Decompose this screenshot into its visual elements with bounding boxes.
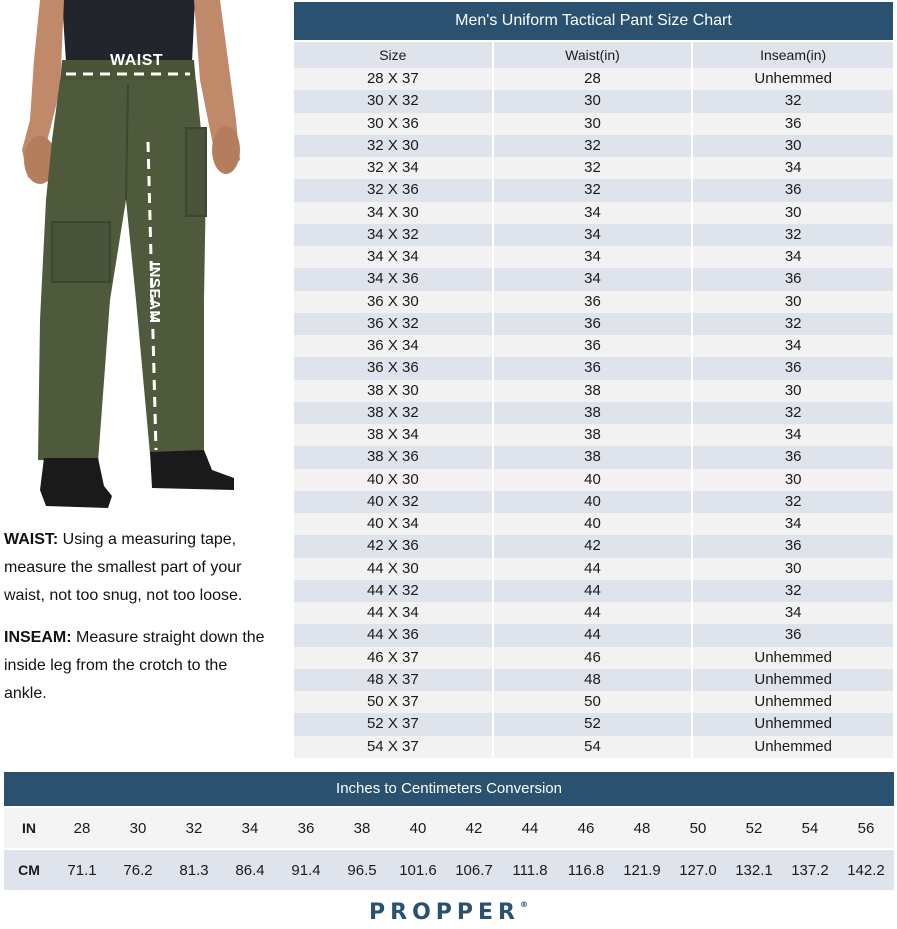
size-row bbox=[294, 558, 893, 580]
size-row bbox=[294, 291, 893, 313]
size-row bbox=[294, 179, 893, 201]
waist-cell: 28 bbox=[494, 68, 694, 90]
cm-value: 101.6 bbox=[390, 848, 446, 890]
inseam-cell: 34 bbox=[693, 157, 893, 179]
size-cell: 36 X 30 bbox=[294, 291, 494, 313]
size-row bbox=[294, 580, 893, 602]
size-row bbox=[294, 380, 893, 402]
waist-cell: 32 bbox=[494, 157, 694, 179]
size-cell: 50 X 37 bbox=[294, 691, 494, 713]
inch-value: 56 bbox=[838, 806, 894, 848]
size-cell: 46 X 37 bbox=[294, 647, 494, 669]
size-cell: 44 X 30 bbox=[294, 558, 494, 580]
inseam-cell: 34 bbox=[693, 246, 893, 268]
waist-note-term: WAIST: bbox=[4, 531, 59, 548]
inseam-note bbox=[4, 624, 272, 708]
inseam-cell: Unhemmed bbox=[693, 736, 893, 758]
size-row bbox=[294, 713, 893, 735]
size-row bbox=[294, 469, 893, 491]
size-row bbox=[294, 224, 893, 246]
inch-value: 48 bbox=[614, 806, 670, 848]
size-row bbox=[294, 624, 893, 646]
centimeters-row bbox=[4, 848, 894, 890]
size-cell: 38 X 32 bbox=[294, 402, 494, 424]
size-cell: 34 X 30 bbox=[294, 202, 494, 224]
inch-value: 46 bbox=[558, 806, 614, 848]
size-table bbox=[294, 40, 893, 758]
inseam-cell: 36 bbox=[693, 624, 893, 646]
cm-value: 71.1 bbox=[54, 848, 110, 890]
size-row bbox=[294, 491, 893, 513]
waist-cell: 42 bbox=[494, 535, 694, 557]
brand-logo bbox=[0, 900, 897, 925]
inseam-cell: 30 bbox=[693, 135, 893, 157]
waist-note-text: Using a measuring tape, measure the smallest part of your waist, not too snug, not too loose. bbox=[4, 531, 243, 604]
inseam-cell: 32 bbox=[693, 491, 893, 513]
waist-cell: 34 bbox=[494, 246, 694, 268]
size-cell: 32 X 34 bbox=[294, 157, 494, 179]
inches-row bbox=[4, 806, 894, 848]
size-cell: 38 X 36 bbox=[294, 446, 494, 468]
waist-cell: 44 bbox=[494, 602, 694, 624]
inseam-cell: 36 bbox=[693, 268, 893, 290]
inseam-cell: Unhemmed bbox=[693, 713, 893, 735]
cm-value: 106.7 bbox=[446, 848, 502, 890]
size-cell: 36 X 34 bbox=[294, 335, 494, 357]
waist-cell: 46 bbox=[494, 647, 694, 669]
waist-cell: 40 bbox=[494, 491, 694, 513]
size-cell: 42 X 36 bbox=[294, 535, 494, 557]
waist-cell: 50 bbox=[494, 691, 694, 713]
model-figure bbox=[0, 0, 270, 520]
waist-cell: 44 bbox=[494, 624, 694, 646]
size-row bbox=[294, 135, 893, 157]
waist-cell: 44 bbox=[494, 580, 694, 602]
size-cell: 40 X 34 bbox=[294, 513, 494, 535]
size-cell: 28 X 37 bbox=[294, 68, 494, 90]
waist-cell: 40 bbox=[494, 469, 694, 491]
size-cell: 38 X 34 bbox=[294, 424, 494, 446]
size-chart bbox=[294, 2, 893, 758]
waist-cell: 40 bbox=[494, 513, 694, 535]
waist-label: WAIST bbox=[110, 52, 164, 69]
inseam-cell: Unhemmed bbox=[693, 691, 893, 713]
size-cell: 34 X 36 bbox=[294, 268, 494, 290]
waist-cell: 44 bbox=[494, 558, 694, 580]
cm-value: 127.0 bbox=[670, 848, 726, 890]
cm-value: 81.3 bbox=[166, 848, 222, 890]
inseam-cell: Unhemmed bbox=[693, 669, 893, 691]
size-row bbox=[294, 647, 893, 669]
cm-value: 121.9 bbox=[614, 848, 670, 890]
waist-cell: 38 bbox=[494, 402, 694, 424]
inch-value: 50 bbox=[670, 806, 726, 848]
inseam-cell: 36 bbox=[693, 179, 893, 201]
inch-value: 42 bbox=[446, 806, 502, 848]
size-row bbox=[294, 335, 893, 357]
size-row bbox=[294, 691, 893, 713]
inseam-cell: 30 bbox=[693, 291, 893, 313]
inch-value: 54 bbox=[782, 806, 838, 848]
inseam-cell: 36 bbox=[693, 357, 893, 379]
inseam-cell: 34 bbox=[693, 424, 893, 446]
waist-cell: 34 bbox=[494, 224, 694, 246]
size-table-header bbox=[294, 40, 893, 68]
inseam-cell: 36 bbox=[693, 446, 893, 468]
inseam-cell: 34 bbox=[693, 513, 893, 535]
header-waist: Waist(in) bbox=[494, 40, 694, 68]
header-inseam: Inseam(in) bbox=[693, 40, 893, 68]
size-row bbox=[294, 90, 893, 112]
waist-cell: 54 bbox=[494, 736, 694, 758]
size-row bbox=[294, 68, 893, 90]
cm-value: 96.5 bbox=[334, 848, 390, 890]
size-row bbox=[294, 246, 893, 268]
inseam-cell: Unhemmed bbox=[693, 647, 893, 669]
size-row bbox=[294, 736, 893, 758]
registered-mark: ® bbox=[519, 900, 528, 909]
size-row bbox=[294, 268, 893, 290]
waist-cell: 36 bbox=[494, 291, 694, 313]
inches-row-label: IN bbox=[4, 806, 54, 848]
cm-value: 91.4 bbox=[278, 848, 334, 890]
size-row bbox=[294, 669, 893, 691]
inseam-note-text: Measure straight down the inside leg from the crotch to the ankle. bbox=[4, 629, 265, 702]
size-row bbox=[294, 157, 893, 179]
inseam-cell: 34 bbox=[693, 335, 893, 357]
inch-value: 44 bbox=[502, 806, 558, 848]
waist-cell: 52 bbox=[494, 713, 694, 735]
size-row bbox=[294, 313, 893, 335]
size-row bbox=[294, 535, 893, 557]
waist-cell: 36 bbox=[494, 313, 694, 335]
brand-name: PROPPER bbox=[369, 900, 520, 925]
size-row bbox=[294, 357, 893, 379]
cm-value: 137.2 bbox=[782, 848, 838, 890]
size-cell: 30 X 32 bbox=[294, 90, 494, 112]
size-cell: 44 X 34 bbox=[294, 602, 494, 624]
size-cell: 34 X 34 bbox=[294, 246, 494, 268]
waist-cell: 36 bbox=[494, 335, 694, 357]
inseam-cell: 30 bbox=[693, 558, 893, 580]
size-cell: 32 X 36 bbox=[294, 179, 494, 201]
inch-value: 40 bbox=[390, 806, 446, 848]
inch-value: 52 bbox=[726, 806, 782, 848]
inseam-cell: 30 bbox=[693, 380, 893, 402]
cm-value: 142.2 bbox=[838, 848, 894, 890]
size-cell: 34 X 32 bbox=[294, 224, 494, 246]
inch-value: 36 bbox=[278, 806, 334, 848]
waist-cell: 38 bbox=[494, 446, 694, 468]
size-row bbox=[294, 402, 893, 424]
size-cell: 32 X 30 bbox=[294, 135, 494, 157]
cm-value: 111.8 bbox=[502, 848, 558, 890]
waist-cell: 30 bbox=[494, 113, 694, 135]
waist-cell: 38 bbox=[494, 424, 694, 446]
inseam-cell: 30 bbox=[693, 202, 893, 224]
waist-cell: 48 bbox=[494, 669, 694, 691]
size-cell: 40 X 30 bbox=[294, 469, 494, 491]
waist-cell: 38 bbox=[494, 380, 694, 402]
waist-cell: 36 bbox=[494, 357, 694, 379]
inch-value: 30 bbox=[110, 806, 166, 848]
pants-illustration bbox=[0, 0, 270, 520]
size-row bbox=[294, 513, 893, 535]
conversion-chart bbox=[4, 772, 894, 890]
cm-value: 76.2 bbox=[110, 848, 166, 890]
inch-value: 38 bbox=[334, 806, 390, 848]
inseam-cell: 34 bbox=[693, 602, 893, 624]
size-cell: 52 X 37 bbox=[294, 713, 494, 735]
cm-value: 132.1 bbox=[726, 848, 782, 890]
size-cell: 44 X 32 bbox=[294, 580, 494, 602]
inch-value: 28 bbox=[54, 806, 110, 848]
centimeters-row-label: CM bbox=[4, 848, 54, 890]
inseam-cell: 32 bbox=[693, 90, 893, 112]
inseam-cell: 36 bbox=[693, 113, 893, 135]
waist-cell: 30 bbox=[494, 90, 694, 112]
size-chart-title: Men's Uniform Tactical Pant Size Chart bbox=[294, 2, 893, 40]
inseam-cell: 32 bbox=[693, 224, 893, 246]
waist-cell: 32 bbox=[494, 135, 694, 157]
size-row bbox=[294, 202, 893, 224]
waist-cell: 34 bbox=[494, 202, 694, 224]
inch-value: 32 bbox=[166, 806, 222, 848]
size-cell: 38 X 30 bbox=[294, 380, 494, 402]
measurement-notes bbox=[4, 526, 272, 722]
inseam-note-term: INSEAM: bbox=[4, 629, 72, 646]
size-cell: 48 X 37 bbox=[294, 669, 494, 691]
cm-value: 116.8 bbox=[558, 848, 614, 890]
size-cell: 36 X 36 bbox=[294, 357, 494, 379]
conversion-title: Inches to Centimeters Conversion bbox=[4, 772, 894, 806]
inch-value: 34 bbox=[222, 806, 278, 848]
waist-cell: 32 bbox=[494, 179, 694, 201]
inseam-cell: 36 bbox=[693, 535, 893, 557]
header-size: Size bbox=[294, 40, 494, 68]
inseam-cell: 32 bbox=[693, 580, 893, 602]
size-row bbox=[294, 446, 893, 468]
inseam-label: INSEAM bbox=[146, 262, 163, 324]
inseam-cell: 32 bbox=[693, 402, 893, 424]
waist-cell: 34 bbox=[494, 268, 694, 290]
size-row bbox=[294, 602, 893, 624]
cm-value: 86.4 bbox=[222, 848, 278, 890]
size-cell: 40 X 32 bbox=[294, 491, 494, 513]
waist-note bbox=[4, 526, 272, 610]
size-row bbox=[294, 424, 893, 446]
size-cell: 54 X 37 bbox=[294, 736, 494, 758]
size-cell: 44 X 36 bbox=[294, 624, 494, 646]
inseam-cell: Unhemmed bbox=[693, 68, 893, 90]
size-cell: 30 X 36 bbox=[294, 113, 494, 135]
inseam-cell: 32 bbox=[693, 313, 893, 335]
inseam-cell: 30 bbox=[693, 469, 893, 491]
conversion-table bbox=[4, 806, 894, 890]
size-row bbox=[294, 113, 893, 135]
size-cell: 36 X 32 bbox=[294, 313, 494, 335]
